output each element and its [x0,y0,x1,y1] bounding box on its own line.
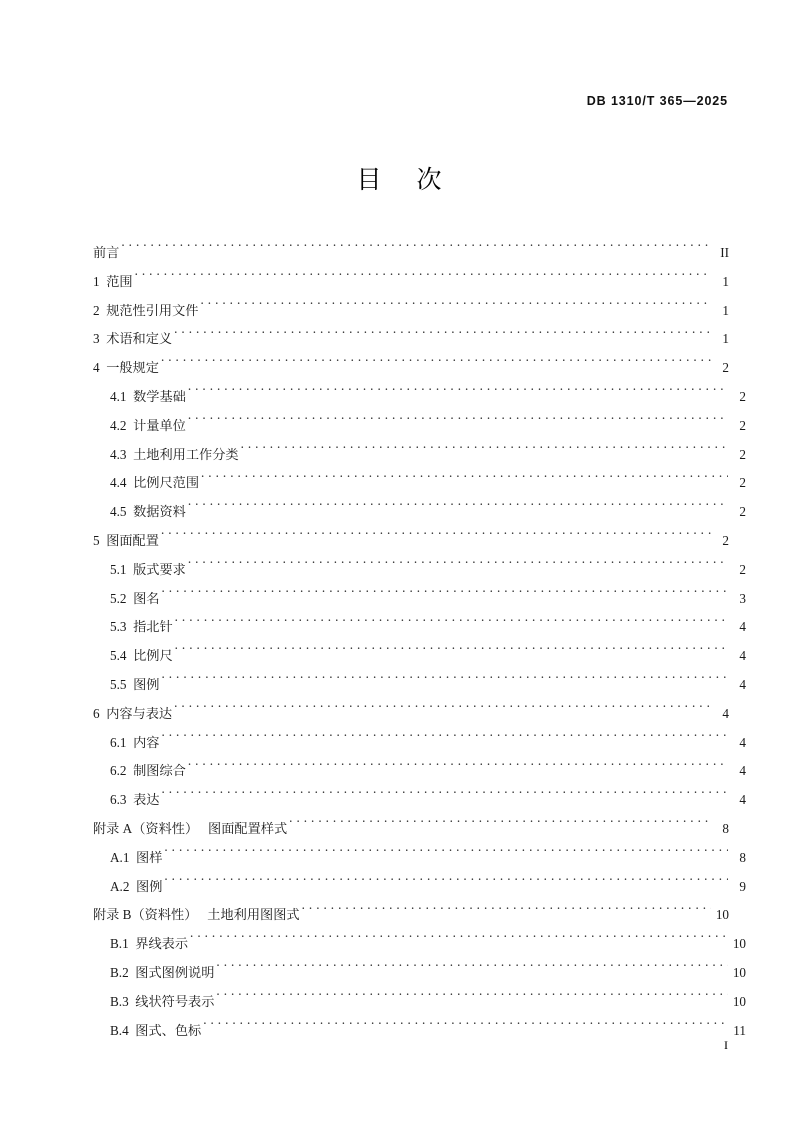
toc-entry-label: 内容与表达 [106,705,173,721]
toc-entry-page-number: 10 [732,993,746,1009]
toc-entry-label: 数据资料 [133,504,186,520]
toc-entry-page-number: 1 [722,273,729,289]
toc-entry-number: 5 [93,532,107,548]
toc-dot-leader [164,849,728,862]
toc-entry-label: 数学基础 [133,388,186,404]
toc-entry-page-number: II [720,245,729,260]
toc-entry-number: 6.3 [110,792,134,808]
toc-dot-leader [175,647,728,660]
toc-entry-label: 比例尺 [133,648,173,664]
toc-dot-leader [161,359,711,372]
toc-dot-leader [188,417,728,430]
toc-entry-number: 4.2 [110,417,134,433]
toc-entry[interactable] [93,239,729,268]
toc-entry[interactable] [93,527,729,556]
toc-entry-label: 土地利用工作分类 [133,446,239,462]
toc-entry-label: 图名 [133,590,160,606]
toc-dot-leader [188,388,728,401]
toc-entry-label: 表达 [133,792,160,808]
toc-entry-label: 制图综合 [133,763,186,779]
toc-entry[interactable] [93,441,746,470]
toc-dot-leader [164,877,728,890]
toc-entry-page-number: 10 [715,907,729,923]
toc-entry-number: 3 [93,331,107,347]
toc-entry[interactable] [93,325,729,354]
toc-entry[interactable] [93,844,746,873]
toc-dot-leader [201,474,728,487]
toc-dot-leader [161,733,728,746]
toc-entry[interactable] [93,297,729,326]
toc-dot-leader [190,935,728,948]
toc-entry-label: 计量单位 [133,417,186,433]
toc-dot-leader [135,273,711,286]
toc-entry-page-number: 10 [732,964,746,980]
toc-entry-page-number: 4 [739,648,746,664]
toc-entry-label: 图例 [133,676,160,692]
toc-entry[interactable] [93,354,729,383]
toc-entry[interactable] [93,786,746,815]
toc-dot-leader [216,993,728,1006]
toc-entry-number: 1 [93,273,107,289]
toc-entry[interactable] [93,815,729,844]
toc-dot-leader [175,618,728,631]
toc-entry[interactable] [93,412,746,441]
toc-entry[interactable] [93,757,746,786]
toc-entry-page-number: 2 [722,532,729,548]
toc-entry[interactable] [93,930,746,959]
toc-entry[interactable] [93,901,729,930]
toc-entry-number: 4.4 [110,475,134,491]
toc-entry-page-number: 2 [739,504,746,520]
toc-entry-number: 5.3 [110,619,134,635]
toc-dot-leader [174,330,711,343]
running-header-standard-number: DB 1310/T 365—2025 [586,94,728,108]
toc-entry-number: A.1 [110,849,137,865]
toc-entry-number: 4 [93,360,107,376]
toc-entry[interactable] [93,671,746,700]
toc-entry-number: B.2 [110,964,136,980]
toc-entry[interactable] [93,498,746,527]
toc-entry[interactable] [93,700,729,729]
toc-dot-leader [216,964,728,977]
toc-entry-number: 4.5 [110,504,134,520]
toc-entry-label: 图样 [136,849,163,865]
toc-entry[interactable] [93,613,746,642]
toc-entry-label: 范围 [106,273,133,289]
toc-entry-number: 4.3 [110,446,134,462]
toc-entry[interactable] [93,988,746,1017]
page-title: 目 次 [356,167,444,194]
toc-dot-leader [161,589,728,602]
toc-entry-label: 图面配置 [106,532,159,548]
toc-entry-label: 规范性引用文件 [106,302,199,318]
toc-entry[interactable] [93,873,746,902]
toc-entry-page-number: 9 [739,878,746,894]
toc-entry-page-number: 1 [722,331,729,347]
toc-entry-page-number: 2 [722,360,729,376]
toc-entry[interactable] [93,469,746,498]
toc-entry-page-number: 2 [739,417,746,433]
toc-entry-page-number: 4 [722,705,729,721]
toc-dot-leader [161,676,728,689]
table-of-contents [93,239,746,1045]
toc-entry-page-number: 4 [739,676,746,692]
toc-entry-page-number: 4 [739,734,746,750]
toc-entry-number: B.1 [110,936,136,952]
toc-dot-leader [161,532,711,545]
toc-entry[interactable] [93,556,746,585]
toc-entry-label: 指北针 [133,619,173,635]
toc-entry-page-number: 2 [739,388,746,404]
toc-dot-leader [121,244,711,257]
toc-entry-label: 图例 [136,878,163,894]
toc-entry-number: 6.2 [110,763,134,779]
toc-entry-page-number: 2 [739,561,746,577]
toc-dot-leader [302,906,711,919]
toc-entry-number: B.3 [110,993,136,1009]
toc-entry-page-number: 4 [739,619,746,635]
toc-entry[interactable] [93,959,746,988]
toc-entry-label: 比例尺范围 [133,475,200,491]
toc-entry-label: 图式、色标 [135,1022,202,1038]
toc-entry-page-number: 2 [739,446,746,462]
toc-entry-label: 界线表示 [135,936,189,952]
toc-dot-leader [203,1021,728,1034]
toc-entry-page-number: 8 [722,820,729,836]
toc-entry-page-number: 4 [739,763,746,779]
toc-entry-label: 术语和定义 [106,331,173,347]
toc-entry-number: 5.1 [110,561,134,577]
toc-entry-label: 图式图例说明 [135,964,215,980]
toc-entry-page-number: 4 [739,792,746,808]
toc-dot-leader [289,820,711,833]
toc-entry-number: 附录 B（资料性） [93,907,208,923]
toc-entry-page-number: 11 [733,1022,746,1038]
toc-entry-page-number: 10 [732,936,746,952]
toc-entry-number: 6 [93,705,107,721]
toc-entry[interactable] [93,383,746,412]
toc-entry-number: 2 [93,302,107,318]
toc-entry-page-number: 3 [739,590,746,606]
toc-entry[interactable] [93,268,729,297]
footer-page-number: I [724,1038,728,1052]
toc-entry-number: 附录 A（资料性） [93,820,209,836]
toc-entry-label: 一般规定 [106,360,159,376]
toc-entry-label: 图面配置样式 [208,820,288,836]
toc-entry-label: 前言 [93,245,120,260]
toc-dot-leader [188,561,728,574]
toc-entry-number: 6.1 [110,734,134,750]
toc-dot-leader [201,301,712,314]
toc-entry-page-number: 2 [739,475,746,491]
toc-entry-label: 版式要求 [133,561,186,577]
toc-dot-leader [188,762,728,775]
toc-entry[interactable] [93,642,746,671]
toc-entry-number: A.2 [110,878,137,894]
toc-entry-page-number: 1 [722,302,729,318]
toc-entry-number: 5.5 [110,676,134,692]
toc-dot-leader [241,445,728,458]
toc-dot-leader [161,791,728,804]
toc-entry-label: 线状符号表示 [135,993,215,1009]
toc-entry-page-number: 8 [739,849,746,865]
toc-entry-number: 5.2 [110,590,134,606]
toc-entry-label: 内容 [133,734,160,750]
toc-dot-leader [174,705,711,718]
toc-entry-number: 4.1 [110,388,134,404]
toc-entry-number: B.4 [110,1022,136,1038]
toc-entry[interactable] [93,585,746,614]
toc-entry[interactable] [93,729,746,758]
toc-entry-number: 5.4 [110,648,134,664]
toc-dot-leader [188,503,728,516]
toc-entry-label: 土地利用图图式 [207,907,300,923]
